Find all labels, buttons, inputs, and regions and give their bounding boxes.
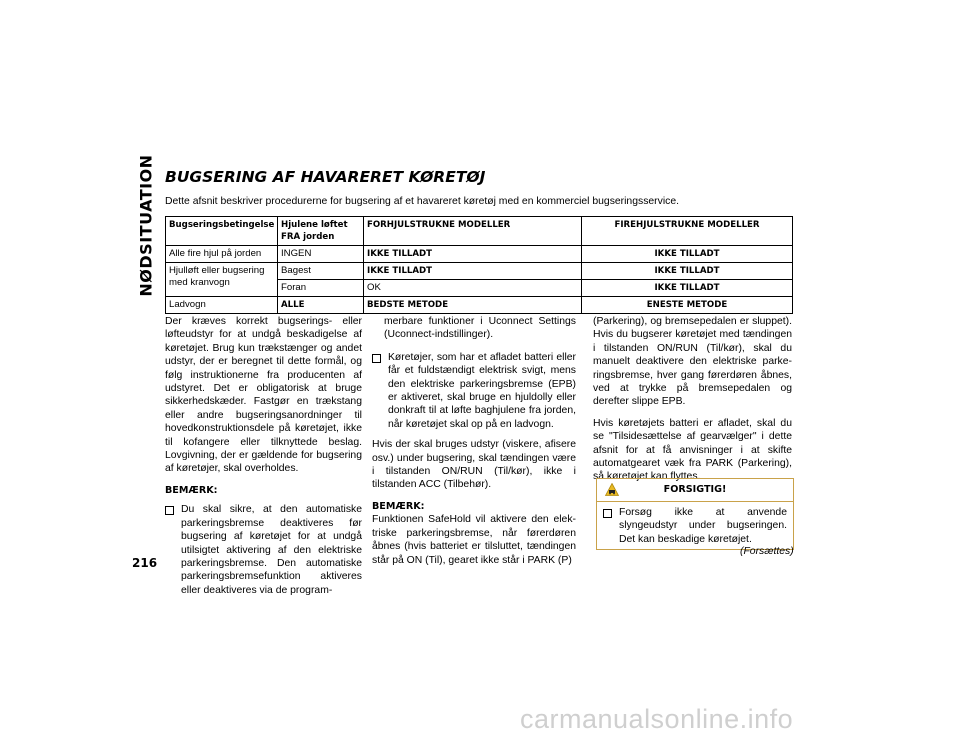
bullet-item <box>165 503 362 597</box>
table-cell: INGEN <box>278 246 364 263</box>
caution-box <box>596 478 794 550</box>
section-side-tab <box>136 153 156 297</box>
bullet-box-icon <box>372 354 381 363</box>
table-cell: ENESTE METODE <box>582 297 793 314</box>
page-title: BUGSERING AF HAVARERET KØRETØJ <box>165 168 486 186</box>
bullet-box-icon <box>165 506 174 515</box>
table-cell: IKKE TILLADT <box>582 263 793 280</box>
section-side-tab-label: NØDSITUATION <box>136 153 156 297</box>
table-row <box>166 263 793 280</box>
note-heading: BEMÆRK: <box>165 484 218 496</box>
table-cell: ALLE <box>278 297 364 314</box>
caution-text: Forsøg ikke at anvende slyngeudstyr under bugseringen. Det kan beskadige køretøjet. <box>619 507 787 545</box>
intro-text: Dette afsnit beskriver procedurerne for bugsering af et havareret køretøj med en kommerciel bugseringsservice. <box>165 196 679 207</box>
warning-car-icon <box>605 483 619 496</box>
caution-header <box>597 479 793 502</box>
table-cell: Bagest <box>278 263 364 280</box>
bullet-box-icon <box>603 509 612 518</box>
table-cell: IKKE TILLADT <box>582 246 793 263</box>
table-header: FIREHJULSTRUKNE MODELLER <box>582 217 793 246</box>
table-cell: BEDSTE METODE <box>364 297 582 314</box>
note-text: Funktionen SafeHold vil aktivere den elektriske parkeringsbremse, når førerdøren åbnes (hvis batteriet er tilsluttet, tændingen står på ON (Til), gearet ikke står i PARK (P) <box>372 514 576 566</box>
table-row <box>166 297 793 314</box>
table-cell: IKKE TILLADT <box>582 280 793 297</box>
bullet-continuation: merbare funktioner i Uconnect Settings (Uconnect-indstillinger). <box>384 316 576 341</box>
bullet-item <box>603 506 787 546</box>
caution-body <box>597 502 793 546</box>
table-header: Hjulene løftet FRA jorden <box>278 217 364 246</box>
table-header: FORHJULSTRUKNE MODELLER <box>364 217 582 246</box>
watermark: carmanualsonline.info <box>520 704 794 734</box>
table-cell: Ladvogn <box>166 297 278 314</box>
table-header-row <box>166 217 793 246</box>
body-paragraph: Der kræves korrekt bugserings- eller løfteudstyr for at undgå beskadigelse af køretøjet. Brug kun trækstænger og andet udstyr, der er beregnet til dette formål, og følg instruktionerne fra producenten af udstyret. Det er obligatorisk at bruge sikkerhedskæder. Fastgør en trækstang eller andre bugseringsanordninger til hovedkonstruktionsdele på køretøjet, ikke til kofangere eller tilknyttede beslag. Lovgivning, der er gældende for bugsering af køretøjer, skal overholdes. <box>165 316 362 475</box>
body-paragraph: Hvis der skal bruges udstyr (viskere, afisere osv.) under bugsering, skal tændingen være i tilstanden ON/RUN (Til/kør), ikke i tilstanden ACC (Tilbehør). <box>372 439 576 491</box>
page-number: 216 <box>132 556 158 570</box>
continued-note: (Forsættes) <box>740 546 794 557</box>
bullet-item <box>372 351 576 431</box>
table-cell: Alle fire hjul på jorden <box>166 246 278 263</box>
bullet-text: Du skal sikre, at den automatiske parkeringsbremse deaktiveres før bugsering af køretøjet for at undgå utilsigtet aktivering af den elektriske parkeringsbremse. Den automatiske parkeringsbremsefunktion aktiveres eller deaktiveres via de program- <box>181 504 362 596</box>
column-2 <box>372 315 576 575</box>
table-cell: IKKE TILLADT <box>364 246 582 263</box>
body-paragraph: Hvis køretøjets batteri er afladet, skal du se "Tilsidesættelse af gearvælger" i dette afsnit for at få anvisninger i at skifte automatgearet væk fra PARK (Parkering), så køretøjet kan flyttes. <box>593 417 792 483</box>
table-row <box>166 246 793 263</box>
body-paragraph: (Parkering), og bremsepedalen er sluppet). Hvis du bugserer køretøjet med tændingen i tilstanden ON/RUN (Til/kør), skal du manuelt deaktivere den elektriske parkeringsbremse, hver gang førerdøren åbnes, ved at trykke på bremsepedalen og derefter slippe EPB. <box>593 316 792 408</box>
column-1 <box>165 315 362 604</box>
bullet-text: Køretøjer, som har et afladet batteri eller får et fuldstændigt elektrisk svigt, mens den elektriske parkeringsbremse (EPB) er aktiveret, skal bruge en hjuldolly eller donkraft til at løfte baghjulene fra jorden, når køretøjet skal op på en ladvogn. <box>388 351 576 430</box>
table-cell: OK <box>364 280 582 297</box>
table-header: Bugseringsbetingelse <box>166 217 278 246</box>
towing-table <box>165 216 793 314</box>
table-cell: IKKE TILLADT <box>364 263 582 280</box>
note-heading: BEMÆRK: <box>372 500 425 512</box>
table-cell: Hjulløft eller bugsering med kranvogn <box>166 263 278 297</box>
caution-title: FORSIGTIG! <box>663 484 727 496</box>
column-3 <box>593 315 792 492</box>
table-cell: Foran <box>278 280 364 297</box>
